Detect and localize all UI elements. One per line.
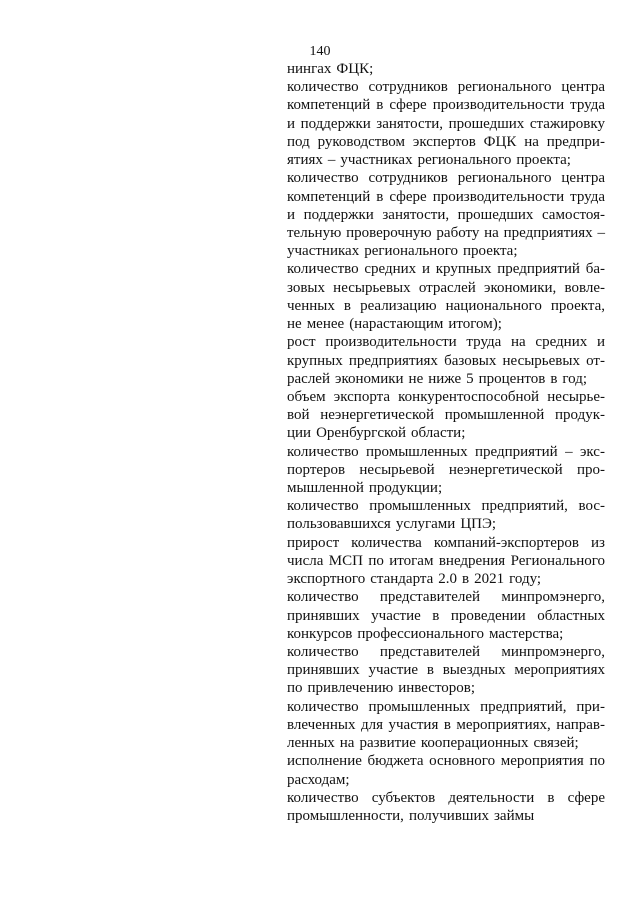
text-line: не менее (нарастающим итогом); <box>287 316 502 333</box>
text-line: исполнение бюджета основного мероприятия по <box>287 753 605 770</box>
text-line: под руководством экспертов ФЦК на предпри- <box>287 133 605 150</box>
text-line: количество промышленных предприятий – экс- <box>287 443 605 460</box>
text-line: раслей экономики не ниже 5 процентов в год; <box>287 370 588 387</box>
text-line: ции Оренбургской области; <box>287 425 466 442</box>
text-line: вой неэнергетической промышленной продук- <box>287 407 605 424</box>
text-line: числа МСП по итогам внедрения Регионального <box>287 552 605 569</box>
text-line: портеров несырьевой неэнергетической про- <box>287 461 605 478</box>
text-line: пользовавшихся услугами ЦПЭ; <box>287 516 497 533</box>
text-line: количество представителей минпромэнерго, <box>287 589 605 606</box>
text-line: компетенций в сфере производительности труда <box>287 97 605 114</box>
text-line: мышленной продукции; <box>287 480 443 497</box>
text-line: количество сотрудников регионального центра <box>287 79 605 96</box>
text-line: нингах ФЦК; <box>287 61 374 77</box>
text-line: ятиях – участниках регионального проекта; <box>287 152 571 169</box>
text-line: количество сотрудников регионального центра <box>287 170 605 187</box>
text-line: по привлечению инвесторов; <box>287 680 476 697</box>
text-line: тельную проверочную работу на предприятиях – <box>287 224 605 241</box>
text-line: принявших участие в проведении областных <box>287 607 605 624</box>
text-line: рост производительности труда на средних и <box>287 334 605 351</box>
text-line: объем экспорта конкурентоспособной несырье- <box>287 388 605 405</box>
text-line: зовых несырьевых отраслей экономики, вовле- <box>287 279 605 296</box>
text-line: конкурсов профессионального мастерства; <box>287 625 564 642</box>
document-body <box>287 60 605 825</box>
text-line: компетенций в сфере производительности труда <box>287 188 605 205</box>
text-line: принявших участие в выездных мероприятиях <box>287 662 605 679</box>
text-line: прирост количества компаний-экспортеров из <box>287 534 605 551</box>
page-number: 140 <box>309 44 331 59</box>
text-line: промышленности, получивших займы <box>287 807 535 824</box>
text-line: экспортного стандарта 2.0 в 2021 году; <box>287 571 542 588</box>
text-line: участниках регионального проекта; <box>287 243 518 260</box>
text-line: ченных в реализацию национального проекта, <box>287 297 605 314</box>
text-line: и поддержки занятости, прошедших самостоя- <box>287 206 605 223</box>
text-line: количество средних и крупных предприятий ба- <box>287 261 605 278</box>
text-line: расходам; <box>287 771 350 788</box>
text-line: количество промышленных предприятий, при- <box>287 698 605 715</box>
text-line: влеченных для участия в мероприятиях, направ- <box>287 716 605 733</box>
text-line: и поддержки занятости, прошедших стажировку <box>287 115 605 132</box>
text-line: количество представителей минпромэнерго, <box>287 644 605 660</box>
text-line: количество промышленных предприятий, вос- <box>287 498 605 515</box>
text-line: количество субъектов деятельности в сфере <box>287 789 605 806</box>
text-line: крупных предприятиях базовых несырьевых от- <box>287 352 605 369</box>
text-line: ленных на развитие кооперационных связей; <box>287 735 579 752</box>
